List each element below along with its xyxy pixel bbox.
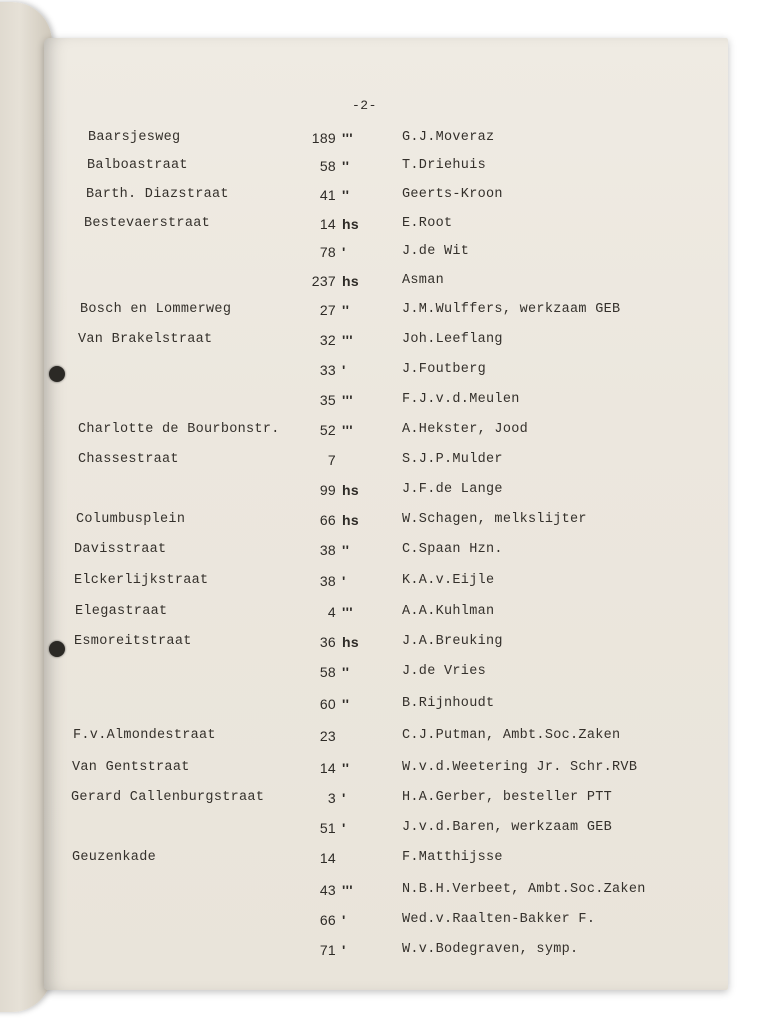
floor-mark: ': [342, 942, 346, 958]
address-row: [0, 130, 768, 150]
resident-name: F.J.v.d.Meulen: [402, 392, 520, 407]
resident-name: Asman: [402, 273, 445, 288]
house-number: 41: [319, 187, 336, 203]
floor-mark: hs: [342, 273, 359, 289]
resident-name: A.Hekster, Jood: [402, 422, 529, 437]
address-row: [0, 942, 768, 962]
floor-mark: ''': [342, 392, 353, 408]
address-row: [0, 573, 768, 593]
resident-name: A.A.Kuhlman: [402, 604, 495, 619]
house-number: 60: [319, 696, 336, 712]
address-row: [0, 482, 768, 502]
floor-mark: ''': [342, 130, 353, 146]
house-number: 3: [327, 790, 336, 806]
floor-mark: '': [342, 158, 350, 174]
floor-mark: '': [342, 302, 350, 318]
address-row: [0, 728, 768, 748]
resident-name: J.Foutberg: [402, 362, 487, 377]
resident-name: J.v.d.Baren, werkzaam GEB: [402, 820, 613, 835]
resident-name: Geerts-Kroon: [402, 187, 503, 202]
page-number: -2-: [352, 98, 377, 113]
street-name: Davisstraat: [74, 542, 167, 557]
floor-mark: '': [342, 542, 350, 558]
resident-name: W.Schagen, melkslijter: [402, 512, 587, 527]
address-row: [0, 332, 768, 352]
resident-name: J.de Wit: [402, 244, 470, 259]
house-number: 27: [319, 302, 336, 318]
resident-name: B.Rijnhoudt: [402, 696, 495, 711]
house-number: 78: [319, 244, 336, 260]
floor-mark: ': [342, 912, 346, 928]
floor-mark: ''': [342, 882, 353, 898]
address-row: [0, 302, 768, 322]
resident-name: J.A.Breuking: [402, 634, 503, 649]
resident-name: J.de Vries: [402, 664, 487, 679]
address-row: [0, 422, 768, 442]
address-row: [0, 604, 768, 624]
house-number: 14: [319, 760, 336, 776]
resident-name: K.A.v.Eijle: [402, 573, 495, 588]
house-number: 58: [319, 664, 336, 680]
house-number: 38: [319, 573, 336, 589]
address-row: [0, 392, 768, 412]
house-number: 35: [319, 392, 336, 408]
address-row: [0, 273, 768, 293]
street-name: Charlotte de Bourbonstr.: [78, 422, 280, 437]
house-number: 14: [319, 850, 336, 866]
house-number: 7: [327, 452, 336, 468]
street-name: Bosch en Lommerweg: [80, 302, 232, 317]
house-number: 66: [319, 912, 336, 928]
address-row: [0, 542, 768, 562]
floor-mark: ': [342, 362, 346, 378]
floor-mark: hs: [342, 512, 359, 528]
house-number: 71: [319, 942, 336, 958]
street-name: Van Gentstraat: [72, 760, 190, 775]
floor-mark: ': [342, 790, 346, 806]
floor-mark: '': [342, 760, 350, 776]
street-name: Elegastraat: [75, 604, 168, 619]
house-number: 33: [319, 362, 336, 378]
address-row: [0, 634, 768, 654]
address-row: [0, 216, 768, 236]
street-name: Geuzenkade: [72, 850, 157, 865]
house-number: 32: [319, 332, 336, 348]
address-row: [0, 452, 768, 472]
house-number: 189: [311, 130, 336, 146]
resident-name: Joh.Leeflang: [402, 332, 503, 347]
street-name: Bestevaerstraat: [84, 216, 211, 231]
house-number: 14: [319, 216, 336, 232]
floor-mark: '': [342, 696, 350, 712]
floor-mark: hs: [342, 216, 359, 232]
house-number: 4: [327, 604, 336, 620]
floor-mark: ''': [342, 604, 353, 620]
floor-mark: ''': [342, 332, 353, 348]
resident-name: J.F.de Lange: [402, 482, 503, 497]
street-name: Columbusplein: [76, 512, 186, 527]
floor-mark: '': [342, 664, 350, 680]
address-row: [0, 760, 768, 780]
address-row: [0, 362, 768, 382]
house-number: 38: [319, 542, 336, 558]
floor-mark: '': [342, 187, 350, 203]
resident-name: W.v.Bodegraven, symp.: [402, 942, 579, 957]
house-number: 52: [319, 422, 336, 438]
house-number: 58: [319, 158, 336, 174]
house-number: 99: [319, 482, 336, 498]
address-row: [0, 820, 768, 840]
house-number: 66: [319, 512, 336, 528]
house-number: 51: [319, 820, 336, 836]
resident-name: Wed.v.Raalten-Bakker F.: [402, 912, 596, 927]
street-name: Gerard Callenburgstraat: [71, 790, 265, 805]
street-name: Baarsjesweg: [88, 130, 181, 145]
house-number: 36: [319, 634, 336, 650]
address-row: [0, 244, 768, 264]
address-row: [0, 664, 768, 684]
resident-name: E.Root: [402, 216, 453, 231]
street-name: Esmoreitstraat: [74, 634, 192, 649]
resident-name: C.Spaan Hzn.: [402, 542, 503, 557]
floor-mark: ': [342, 573, 346, 589]
floor-mark: ''': [342, 422, 353, 438]
floor-mark: ': [342, 244, 346, 260]
address-row: [0, 512, 768, 532]
resident-name: F.Matthijsse: [402, 850, 503, 865]
address-row: [0, 158, 768, 178]
address-row: [0, 187, 768, 207]
street-name: Balboastraat: [87, 158, 188, 173]
address-row: [0, 882, 768, 902]
floor-mark: hs: [342, 634, 359, 650]
resident-name: S.J.P.Mulder: [402, 452, 503, 467]
resident-name: J.M.Wulffers, werkzaam GEB: [402, 302, 621, 317]
street-name: Chassestraat: [78, 452, 179, 467]
resident-name: N.B.H.Verbeet, Ambt.Soc.Zaken: [402, 882, 646, 897]
floor-mark: ': [342, 820, 346, 836]
house-number: 23: [319, 728, 336, 744]
address-row: [0, 790, 768, 810]
street-name: F.v.Almondestraat: [73, 728, 216, 743]
house-number: 43: [319, 882, 336, 898]
resident-name: C.J.Putman, Ambt.Soc.Zaken: [402, 728, 621, 743]
house-number: 237: [311, 273, 336, 289]
street-name: Van Brakelstraat: [78, 332, 213, 347]
resident-name: T.Driehuis: [402, 158, 487, 173]
resident-name: G.J.Moveraz: [402, 130, 495, 145]
address-row: [0, 850, 768, 870]
address-row: [0, 912, 768, 932]
address-row: [0, 696, 768, 716]
street-name: Barth. Diazstraat: [86, 187, 229, 202]
resident-name: W.v.d.Weetering Jr. Schr.RVB: [402, 760, 638, 775]
street-name: Elckerlijkstraat: [74, 573, 209, 588]
floor-mark: hs: [342, 482, 359, 498]
resident-name: H.A.Gerber, besteller PTT: [402, 790, 613, 805]
